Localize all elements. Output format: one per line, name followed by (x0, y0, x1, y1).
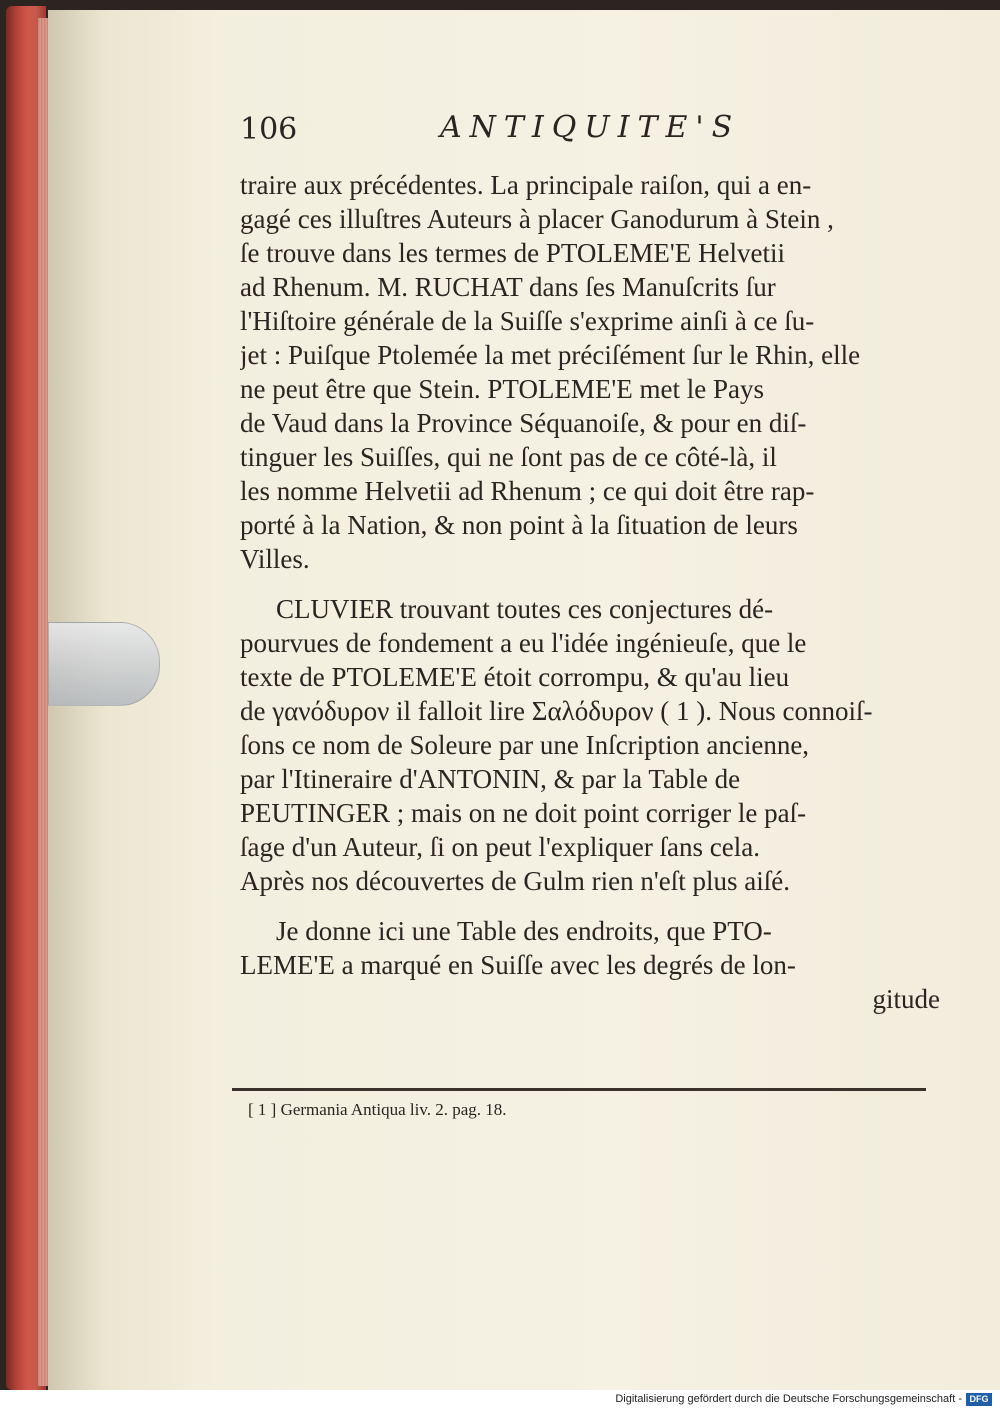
text-line: texte de PTOLEME'E étoit corrompu, & qu'au lieu (240, 662, 790, 692)
running-title: ANTIQUITE'S (440, 110, 741, 145)
paragraph-gap (240, 898, 940, 914)
text-line: ſons ce nom de Soleure par une Inſcription ancienne, (240, 730, 810, 760)
text-line: l'Hiſtoire générale de la Suiſſe s'exprime ainſi à ce ſu- (240, 306, 815, 336)
page-number: 106 (240, 112, 298, 147)
text-line: porté à la Nation, & non point à la ſituation de leurs (240, 510, 798, 540)
text-line: ſe trouve dans les termes de PTOLEME'E Helvetii (240, 238, 785, 268)
text-line: Villes. (240, 544, 310, 574)
text-line: gagé ces illuſtres Auteurs à placer Ganodurum à Stein , (240, 204, 834, 234)
text-line: CLUVIER trouvant toutes ces conjectures dé- (276, 594, 774, 624)
text-line: gitude (872, 984, 940, 1014)
text-line: ne peut être que Stein. PTOLEME'E met le Pays (240, 374, 765, 404)
text-line: par l'Itineraire d'ANTONIN, & par la Table de (240, 764, 741, 794)
paragraph-gap (240, 576, 940, 592)
text-line: Après nos découvertes de Gulm rien n'eſt plus aiſé. (240, 866, 790, 896)
text-line: pourvues de fondement a eu l'idée ingénieuſe, que le (240, 628, 807, 658)
footnote: [ 1 ] Germania Antiqua liv. 2. pag. 18. (248, 1100, 507, 1119)
digitization-credit: Digitalisierung gefördert durch die Deutsche Forschungsgemeinschaft - (615, 1393, 962, 1405)
text-line: Je donne ici une Table des endroits, que PTO- (276, 916, 772, 946)
text-line: jet : Puiſque Ptolemée la met préciſément ſur le Rhin, elle (240, 340, 861, 370)
text-line: ad Rhenum. M. RUCHAT dans ſes Manuſcrits ſur (240, 272, 776, 302)
text-line: tinguer les Suiſſes, qui ne ſont pas de ce côté-là, il (240, 442, 777, 472)
text-line: LEME'E a marqué en Suiſſe avec les degrés de lon- (240, 950, 796, 980)
text-line: de Vaud dans la Province Séquanoiſe, & pour en diſ- (240, 408, 807, 438)
footnote-rule (232, 1088, 926, 1091)
text-line: traire aux précédentes. La principale raiſon, qui a en- (240, 170, 812, 200)
text-line: les nomme Helvetii ad Rhenum ; ce qui doit être rap- (240, 476, 815, 506)
body-text (240, 168, 940, 1016)
text-line: PEUTINGER ; mais on ne doit point corriger le paſ- (240, 798, 807, 828)
dfg-logo-icon: DFG (966, 1393, 992, 1406)
page-clip (48, 622, 160, 706)
text-line: ſage d'un Auteur, ſi on peut l'expliquer ſans cela. (240, 832, 761, 862)
text-line: de γανόδυρον il falloit lire Σαλόδυρον ( 1 ). Nous connoiſ- (240, 696, 873, 726)
